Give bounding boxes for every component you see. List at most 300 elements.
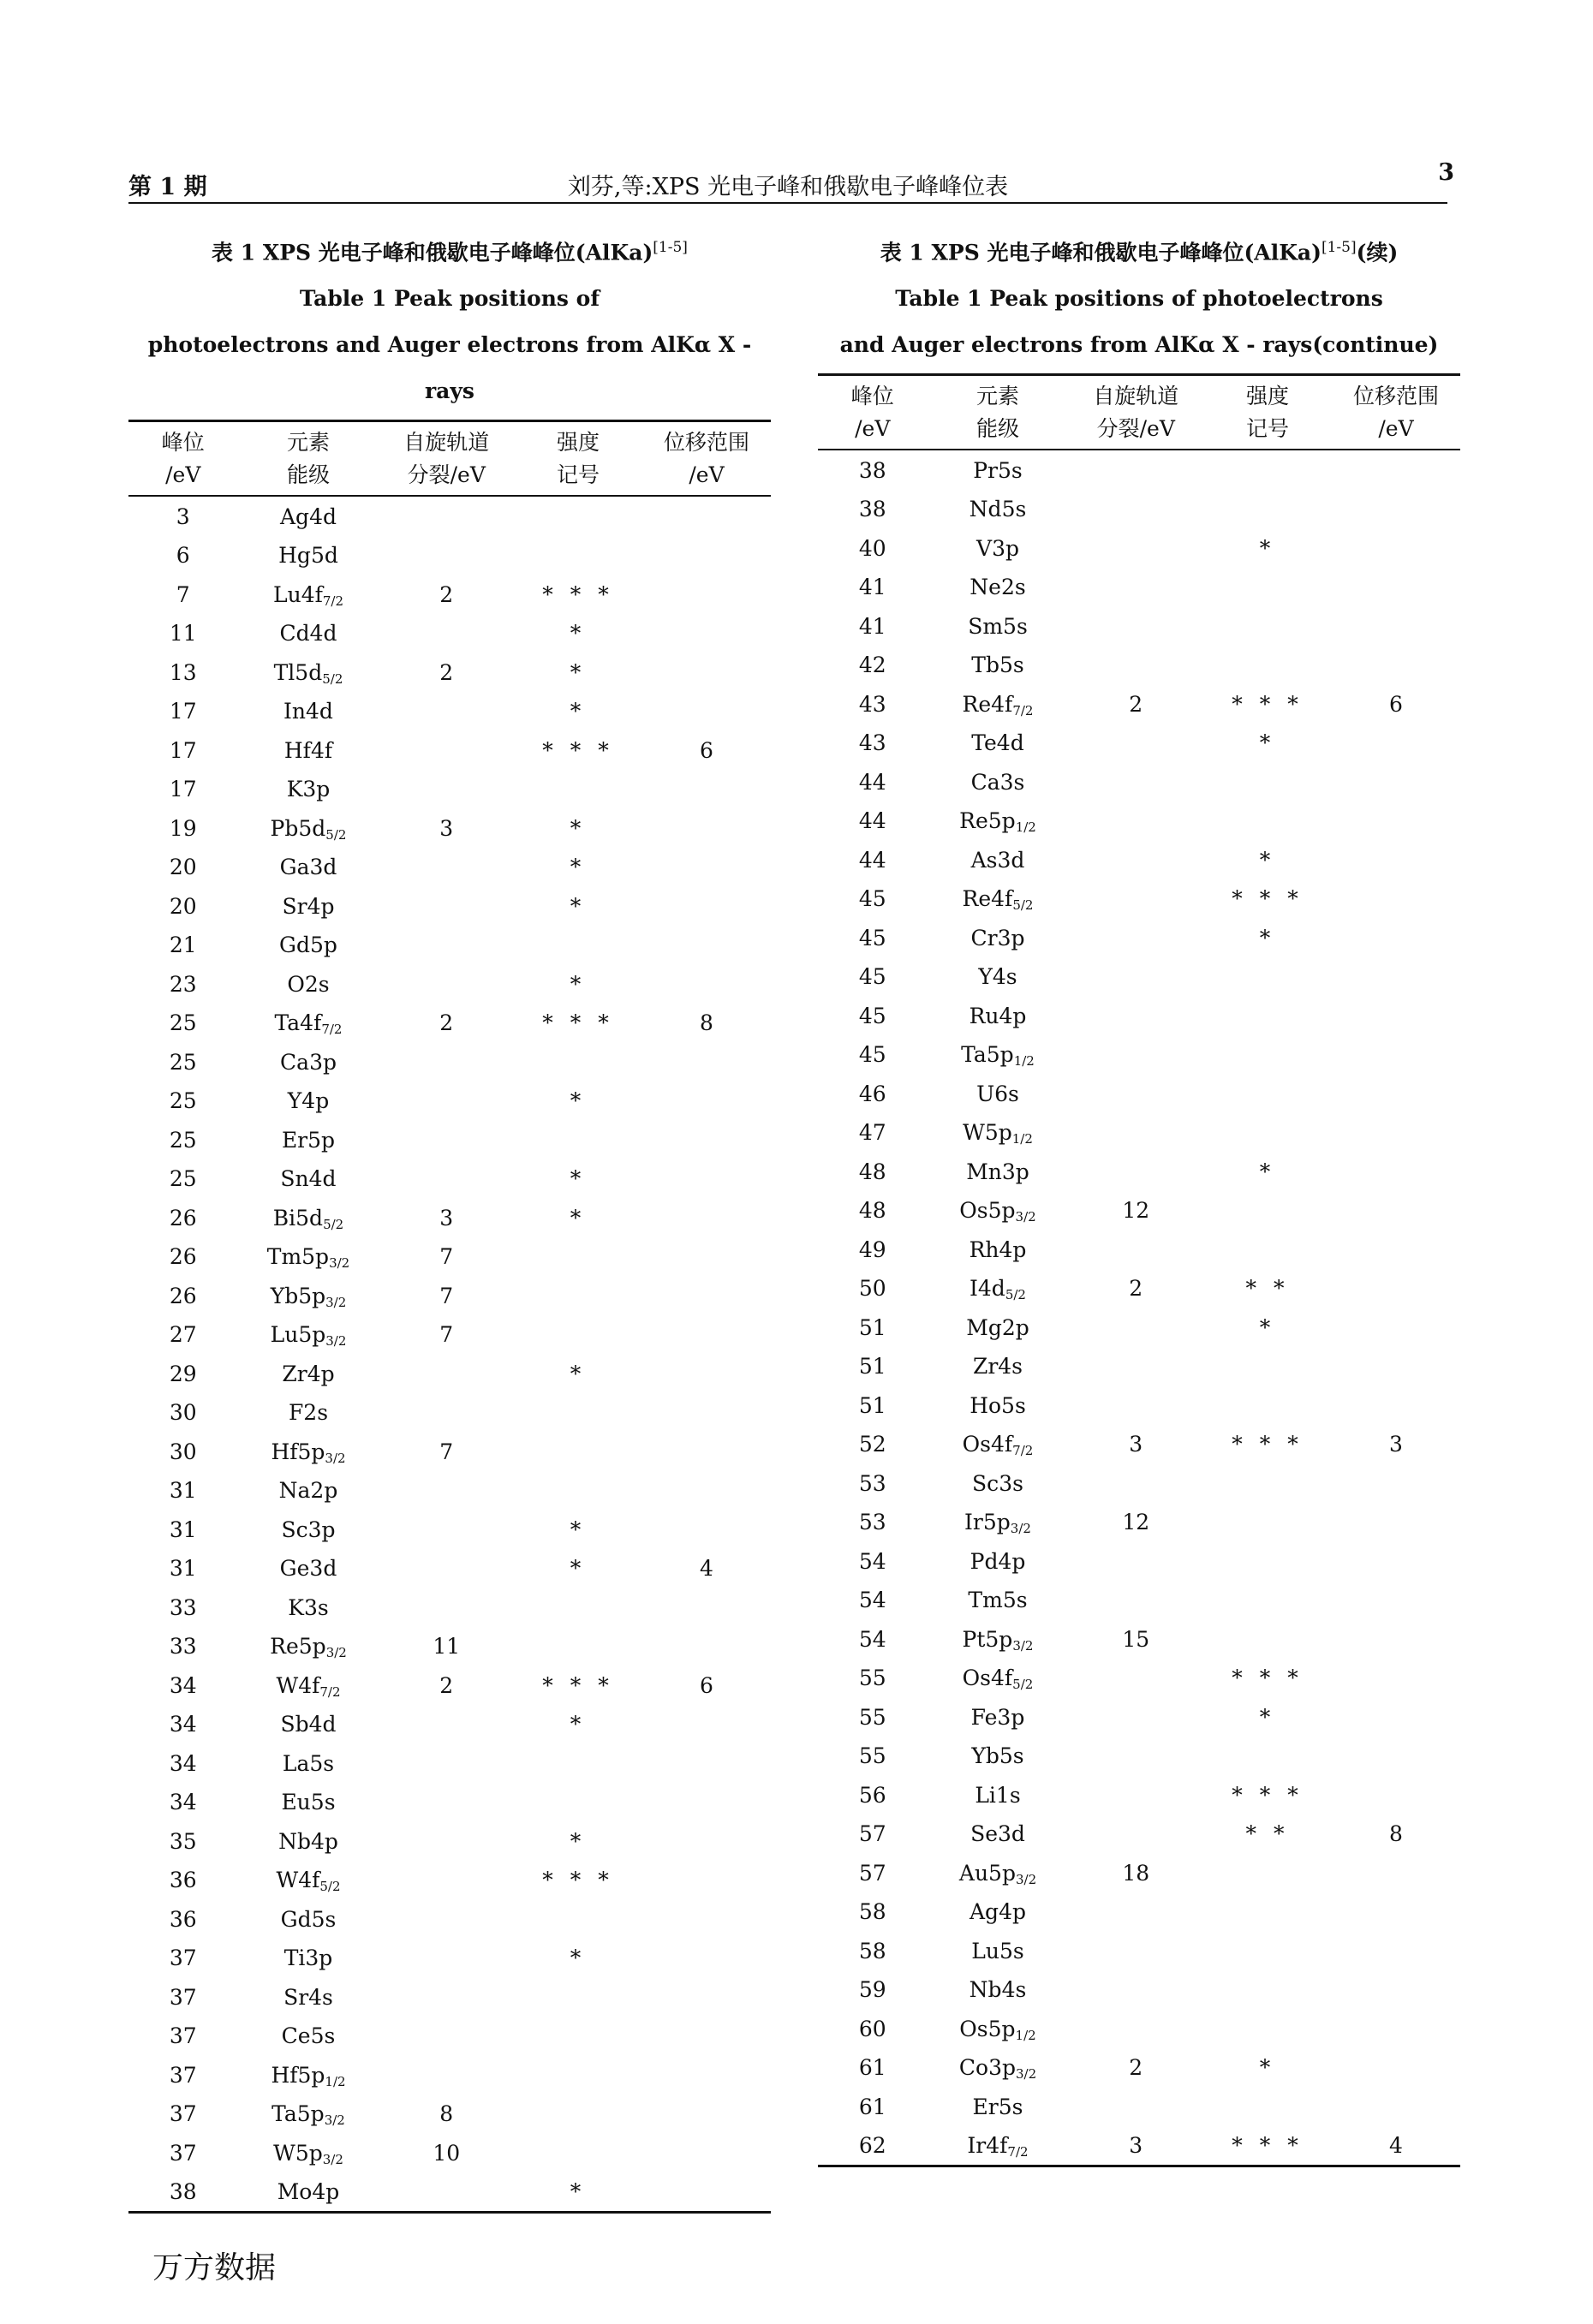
intensity-cell (1203, 1113, 1332, 1153)
orbital-level: 5p (298, 1322, 326, 1348)
element-level-cell (238, 730, 379, 770)
element-symbol: Pb (270, 815, 299, 841)
shift-range-cell (642, 1432, 771, 1471)
element-level-cell (928, 1697, 1069, 1737)
spin-orbit-cell (1069, 1074, 1204, 1113)
shift-range-cell (1332, 801, 1460, 841)
spin-orbit-cell (1069, 1230, 1204, 1269)
element-level-cell (238, 1276, 379, 1315)
shift-range-cell (642, 848, 771, 887)
peak-position-cell: 59 (858, 1977, 886, 2003)
element-symbol: Ca (280, 1049, 310, 1075)
intensity-cell (1203, 490, 1332, 529)
table-row (818, 1853, 1460, 1892)
intensity-cell: * * * (1232, 886, 1304, 912)
spin-orbit-cell (1069, 606, 1204, 646)
element-symbol: Pd (970, 1548, 999, 1574)
spin-orbit-cell (1069, 450, 1204, 490)
orbital-subscript: 5/2 (323, 1216, 344, 1232)
element-symbol: Gd (279, 933, 311, 958)
table-row (818, 490, 1460, 529)
peak-position-cell: 7 (176, 581, 190, 607)
element-level-cell (238, 848, 379, 887)
orbital-level: 3s (303, 1594, 329, 1620)
orbital-level: 5d (295, 659, 323, 685)
element-level-cell (238, 1977, 379, 2017)
intensity-cell (1203, 1892, 1332, 1932)
orbital-level: 4d (308, 1712, 337, 1737)
spin-orbit-cell (379, 1821, 515, 1861)
orbital-subscript: 3/2 (1015, 1871, 1037, 1887)
element-symbol: Ce (281, 2023, 311, 2049)
element-symbol: Te (971, 730, 997, 756)
peak-position-cell: 34 (169, 1672, 197, 1698)
table-row (818, 996, 1460, 1035)
peak-position-cell: 30 (169, 1400, 197, 1426)
table-row (128, 730, 771, 770)
element-symbol: Ta (274, 1010, 301, 1036)
shift-range-cell (642, 536, 771, 575)
peak-position-cell: 49 (858, 1236, 886, 1262)
shift-range-cell (1332, 1659, 1460, 1698)
element-symbol: Mo (277, 2179, 313, 2205)
spin-orbit-cell (379, 1549, 515, 1588)
table-row (128, 1743, 771, 1783)
shift-range-cell (1332, 1385, 1460, 1425)
table-row (818, 1931, 1460, 1970)
peak-position-cell: 44 (858, 808, 886, 834)
peak-position-cell: 37 (169, 2062, 197, 2088)
orbital-level: 5s (998, 457, 1023, 483)
peak-position-cell: 54 (858, 1588, 886, 1613)
element-level-cell (238, 1393, 379, 1433)
intensity-cell: * (570, 1361, 587, 1386)
element-symbol: Gd (280, 1906, 312, 1932)
shift-range-cell (642, 2017, 771, 2056)
peak-position-cell: 45 (858, 886, 886, 912)
orbital-subscript: 3/2 (325, 1450, 346, 1466)
orbital-level: 5p (987, 1198, 1016, 1224)
intensity-cell (514, 1042, 642, 1082)
element-symbol: Hf (271, 2062, 298, 2088)
orbital-level: 5p (297, 2062, 325, 2088)
element-symbol: K (286, 777, 303, 802)
intensity-cell: * * * (1232, 2133, 1304, 2159)
spin-orbit-cell: 2 (439, 581, 454, 607)
orbital-level: 5p (986, 1042, 1014, 1068)
element-level-cell (928, 2126, 1069, 2166)
element-level-cell (928, 996, 1069, 1035)
element-symbol: Ir (964, 1510, 983, 1535)
intensity-cell (1203, 801, 1332, 841)
intensity-cell: * (570, 1088, 587, 1114)
spin-orbit-cell (1069, 568, 1204, 607)
peak-position-cell: 57 (858, 1821, 886, 1847)
spin-orbit-cell: 18 (1122, 1860, 1150, 1886)
orbital-level: 5p (301, 1244, 330, 1270)
spin-orbit-cell: 12 (1122, 1510, 1150, 1535)
element-level-cell (238, 1004, 379, 1043)
orbital-level: 5p (307, 1127, 336, 1153)
shift-range-cell (1332, 1308, 1460, 1347)
element-symbol: Pt (962, 1626, 986, 1652)
shift-range-cell (1332, 1541, 1460, 1581)
shift-range-cell (642, 886, 771, 926)
shift-range-cell: 6 (1389, 691, 1403, 717)
orbital-level: 5s (999, 653, 1024, 678)
intensity-cell: * (1259, 2055, 1276, 2081)
orbital-level: 5s (310, 1790, 336, 1815)
spin-orbit-cell (379, 692, 515, 731)
col-header-spin-orbit-splitting (1069, 375, 1204, 450)
spin-orbit-cell: 2 (1129, 2055, 1143, 2081)
peak-position-cell: 26 (169, 1244, 197, 1270)
orbital-level: 5s (1002, 1588, 1028, 1613)
peak-position-cell: 53 (858, 1510, 886, 1535)
element-level-cell (238, 2017, 379, 2056)
peak-position-cell: 54 (858, 1548, 886, 1574)
table-row (818, 2087, 1460, 2126)
element-level-cell (238, 496, 379, 536)
peak-position-cell: 33 (169, 1634, 197, 1660)
table-row (128, 1120, 771, 1159)
element-level-cell (928, 1308, 1069, 1347)
orbital-level: 4d (306, 699, 333, 724)
element-level-cell (238, 2133, 379, 2172)
table-row (128, 692, 771, 731)
shift-range-cell (642, 2172, 771, 2213)
intensity-cell: * * * (1232, 1782, 1304, 1808)
table-row (818, 801, 1460, 841)
spin-orbit-cell (1069, 528, 1204, 568)
intensity-cell: * (570, 699, 587, 724)
orbital-level: 3d (309, 855, 337, 880)
element-symbol: V (976, 535, 993, 561)
table-row (818, 1035, 1460, 1075)
element-level-cell (238, 1588, 379, 1627)
spin-orbit-cell (1069, 1970, 1204, 2010)
shift-range-cell (642, 1627, 771, 1666)
peak-position-cell: 55 (858, 1704, 886, 1730)
intensity-cell: * (570, 1556, 587, 1582)
orbital-subscript: 5/2 (1012, 897, 1034, 914)
orbital-level: 4d (309, 504, 337, 529)
col-header-peak-position (128, 421, 238, 497)
intensity-cell (1203, 1230, 1332, 1269)
orbital-level: 4f (991, 886, 1013, 912)
table-caption-zh-continued: 表 1 XPS 光电子峰和俄歇电子峰峰位(AlKa)[1-5](续) (880, 239, 1399, 265)
orbital-level: 5p (987, 2016, 1016, 2041)
element-level-cell (238, 1315, 379, 1355)
orbital-level: 3d (309, 1556, 337, 1582)
peak-position-cell: 17 (169, 777, 197, 802)
spin-orbit-cell (379, 2172, 515, 2213)
element-level-cell (928, 568, 1069, 607)
intensity-cell (514, 2055, 642, 2095)
element-level-cell (928, 606, 1069, 646)
element-level-cell (928, 450, 1069, 490)
col-header-line: 自旋轨道 (403, 430, 490, 456)
peak-position-cell: 13 (169, 659, 197, 685)
spin-orbit-cell (379, 926, 515, 965)
element-level-cell (928, 1815, 1069, 1854)
table-row (818, 724, 1460, 763)
element-level-cell (928, 1463, 1069, 1503)
peak-position-cell: 38 (169, 2179, 197, 2205)
table-row (128, 2095, 771, 2134)
table-row (128, 1977, 771, 2017)
element-level-cell (928, 528, 1069, 568)
element-level-cell (238, 1821, 379, 1861)
intensity-cell: * * * (542, 1010, 614, 1036)
table-row (128, 1159, 771, 1199)
orbital-level: 4f (991, 691, 1013, 717)
peak-table-right (818, 373, 1460, 2167)
element-symbol: Lu (971, 1938, 999, 1963)
spin-orbit-cell: 2 (439, 659, 454, 685)
orbital-subscript: 1/2 (1013, 1053, 1035, 1070)
shift-range-cell (642, 1120, 771, 1159)
table-row (128, 2017, 771, 2056)
peak-position-cell: 37 (169, 1984, 197, 2010)
orbital-level: 4s (1001, 1977, 1027, 2003)
spin-orbit-cell (379, 2017, 515, 2056)
orbital-level: 5s (999, 1938, 1024, 1963)
element-symbol: Sc (972, 1470, 999, 1496)
element-symbol: Ge (279, 1556, 310, 1582)
table-row (128, 1627, 771, 1666)
orbital-level: 4d (977, 1276, 1005, 1302)
intensity-cell (514, 1783, 642, 1822)
element-level-cell (238, 2095, 379, 2134)
shift-range-cell (1332, 1853, 1460, 1892)
orbital-subscript: 3/2 (325, 1294, 347, 1310)
element-symbol: Y (287, 1088, 302, 1114)
orbital-level: 4d (308, 1166, 337, 1192)
intensity-cell (514, 1471, 642, 1511)
col-header-shift-range (642, 421, 771, 497)
orbital-level: 1s (995, 1782, 1021, 1808)
table-row (818, 528, 1460, 568)
watermark: 万方数据 (152, 2250, 277, 2285)
spin-orbit-cell (379, 770, 515, 809)
element-level-cell (928, 2087, 1069, 2126)
peak-position-cell: 38 (858, 457, 886, 483)
shift-range-cell (642, 808, 771, 848)
table-row (818, 1619, 1460, 1659)
orbital-subscript: 3/2 (322, 2151, 343, 2167)
element-level-cell (238, 1899, 379, 1939)
shift-range-cell (642, 1082, 771, 1121)
orbital-level: 5p (296, 2101, 325, 2127)
peak-position-cell: 45 (858, 1042, 886, 1068)
element-level-cell (928, 1892, 1069, 1932)
intensity-cell: * (570, 1517, 587, 1542)
shift-range-cell (1332, 1931, 1460, 1970)
page-number: 3 (1438, 159, 1454, 186)
orbital-level: 3p (305, 1946, 333, 1971)
element-level-cell (238, 886, 379, 926)
shift-range-cell (1332, 1074, 1460, 1113)
spin-orbit-cell (379, 1977, 515, 2017)
intensity-cell (1203, 957, 1332, 997)
spin-orbit-cell: 7 (439, 1322, 454, 1348)
intensity-cell: * (1259, 535, 1276, 561)
intensity-cell: * (570, 855, 587, 880)
orbital-level: 4p (307, 893, 335, 919)
element-level-cell (238, 1042, 379, 1082)
spin-orbit-cell (1069, 996, 1204, 1035)
orbital-subscript: 3/2 (1015, 1209, 1036, 1225)
intensity-cell: * (1259, 730, 1276, 756)
element-symbol: Li (975, 1782, 996, 1808)
shift-range-cell (642, 1510, 771, 1549)
peak-position-cell: 17 (169, 699, 197, 724)
shift-range-cell (1332, 1737, 1460, 1776)
spin-orbit-cell (1069, 801, 1204, 841)
spin-orbit-cell (1069, 646, 1204, 685)
orbital-level: 5p (295, 2140, 323, 2166)
element-level-cell (238, 1237, 379, 1277)
peak-position-cell: 33 (169, 1594, 197, 1620)
element-level-cell (928, 957, 1069, 997)
element-symbol: Ir (967, 2133, 987, 2159)
element-symbol: Na (278, 1478, 311, 1504)
peak-position-cell: 58 (858, 1938, 886, 1963)
col-header-line: /eV (855, 416, 891, 442)
table-row (818, 762, 1460, 801)
peak-position-cell: 41 (858, 613, 886, 639)
element-level-cell (928, 1581, 1069, 1620)
intensity-cell: * * * (542, 737, 614, 763)
intensity-cell (1203, 568, 1332, 607)
element-symbol: U (976, 1081, 995, 1106)
table-row (818, 1191, 1460, 1231)
col-header-line: 记号 (556, 462, 600, 488)
intensity-cell: * (570, 1712, 587, 1737)
col-header-line: 峰位 (161, 430, 205, 456)
element-level-cell (238, 1627, 379, 1666)
table-row (128, 1237, 771, 1277)
shift-range-cell (1332, 1892, 1460, 1932)
element-level-cell (928, 762, 1069, 801)
intensity-cell (1203, 996, 1332, 1035)
spin-orbit-cell (379, 496, 515, 536)
table-row (818, 1581, 1460, 1620)
orbital-level: 5s (999, 1743, 1024, 1769)
peak-position-cell: 34 (169, 1750, 197, 1776)
spin-orbit-cell (379, 1159, 515, 1199)
element-level-cell (928, 918, 1069, 957)
shift-range-cell (1332, 1269, 1460, 1308)
col-header-intensity-mark (1203, 375, 1332, 450)
table-row (818, 2126, 1460, 2166)
element-level-cell (238, 964, 379, 1004)
shift-range-cell (1332, 1581, 1460, 1620)
table-row (128, 1082, 771, 1121)
orbital-level: 4p (310, 1828, 338, 1854)
orbital-subscript: 3/2 (1015, 2066, 1037, 2083)
orbital-level: 4p (307, 1361, 335, 1386)
spin-orbit-cell (379, 536, 515, 575)
orbital-level: 3p (992, 535, 1019, 561)
peak-position-cell: 42 (858, 653, 886, 678)
shift-range-cell (1332, 1503, 1460, 1542)
element-symbol: Nb (969, 1977, 1002, 2003)
intensity-cell (1203, 646, 1332, 685)
element-symbol: W (273, 2140, 295, 2166)
col-header-line: /eV (165, 462, 201, 488)
peak-position-cell: 52 (858, 1432, 886, 1457)
intensity-cell: * * (1245, 1276, 1290, 1302)
spin-orbit-cell: 7 (439, 1283, 454, 1308)
orbital-subscript: 3/2 (324, 2112, 345, 2129)
element-symbol: W (276, 1672, 299, 1698)
orbital-subscript: 7/2 (1012, 702, 1034, 718)
col-header-line: 元素 (286, 430, 330, 456)
shift-range-cell (1332, 646, 1460, 685)
peak-position-cell: 37 (169, 2101, 197, 2127)
orbital-level: 5p (982, 1510, 1011, 1535)
orbital-level: 5p (298, 1283, 326, 1308)
element-level-cell (928, 1970, 1069, 2010)
peak-position-cell: 25 (169, 1088, 197, 1114)
shift-range-cell: 4 (700, 1556, 713, 1582)
element-level-cell (928, 1269, 1069, 1308)
spin-orbit-cell: 10 (433, 2140, 461, 2166)
element-symbol: Er (281, 1127, 308, 1153)
peak-position-cell: 37 (169, 1946, 197, 1971)
spin-orbit-cell (1069, 2009, 1204, 2048)
orbital-level: 2p (310, 1478, 338, 1504)
element-symbol: Nd (969, 497, 1002, 522)
intensity-cell (1203, 1931, 1332, 1970)
element-symbol: Mg (966, 1314, 1002, 1340)
table-row (128, 1705, 771, 1744)
orbital-level: 4d (996, 730, 1024, 756)
shift-range-cell (1332, 2009, 1460, 2048)
intensity-cell (514, 2017, 642, 2056)
table-row (818, 1892, 1460, 1932)
orbital-level: 4f (301, 581, 323, 607)
element-level-cell (928, 1074, 1069, 1113)
intensity-cell: * (1259, 1704, 1276, 1730)
spin-orbit-cell: 7 (439, 1244, 454, 1270)
table-row (128, 1939, 771, 1978)
orbital-level: 4f (310, 737, 333, 763)
peak-position-cell: 58 (858, 1899, 886, 1925)
shift-range-cell (642, 1743, 771, 1783)
shift-range-cell (1332, 957, 1460, 997)
orbital-level: 4f (298, 1868, 320, 1893)
table-row (818, 1269, 1460, 1308)
element-level-cell (928, 879, 1069, 919)
table-caption-en-2: and Auger electrons from AlKα X - rays(continue) (839, 332, 1439, 358)
shift-range-cell (642, 1042, 771, 1082)
table-row (818, 879, 1460, 919)
intensity-cell: * (570, 1946, 587, 1971)
spin-orbit-cell (379, 1743, 515, 1783)
element-symbol: Mn (966, 1159, 1002, 1184)
spin-orbit-cell (1069, 1463, 1204, 1503)
peak-position-cell: 62 (858, 2133, 886, 2159)
shift-range-cell (1332, 2048, 1460, 2088)
table-row (128, 2133, 771, 2172)
peak-position-cell: 31 (169, 1478, 197, 1504)
orbital-level: 2s (304, 971, 330, 997)
peak-position-cell: 60 (858, 2016, 886, 2041)
orbital-subscript: 7/2 (321, 1022, 343, 1038)
